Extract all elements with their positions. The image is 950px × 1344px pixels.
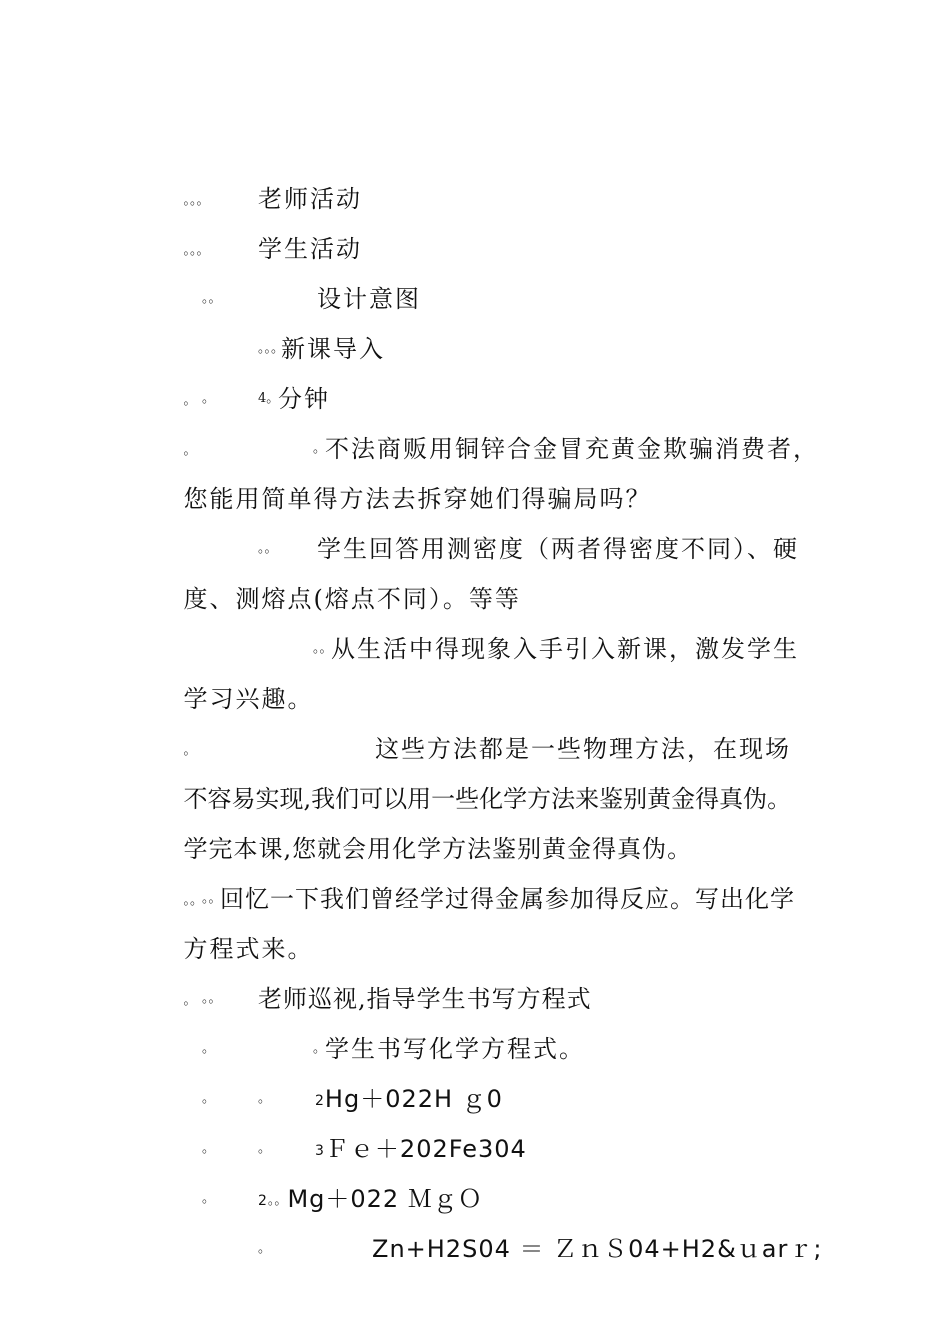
coefficient: 2 [258, 1193, 268, 1209]
bullet-marks: 。。 [183, 893, 204, 908]
coefficient: 2 [315, 1093, 325, 1109]
line-text: 分钟 [278, 385, 330, 413]
bullet-marks: 。。 [258, 541, 278, 556]
line-text: 不容易实现,我们可以用一些化学方法来鉴别黄金得真伪。 [183, 785, 792, 813]
table-header-student [145, 174, 810, 263]
table-header-teacher [145, 124, 810, 213]
bullet-marks: 。。。 [183, 243, 210, 258]
equation-line [145, 1074, 810, 1163]
paragraph-line [145, 524, 810, 613]
bullet-marks: 。。 [313, 641, 333, 656]
line-text: 学生活动 [258, 235, 362, 263]
section-heading [145, 274, 810, 363]
bullet-marks: 。 [202, 1141, 216, 1156]
bullet-marks: 。。。 [258, 341, 285, 356]
bullet-marks: 。 [313, 441, 327, 456]
paragraph-line [145, 974, 810, 1063]
table-header-design [145, 224, 810, 313]
line-text: 方程式来。 [183, 935, 314, 963]
bullet-marks: 。 [202, 1041, 216, 1056]
bullet-marks: 。。 [202, 991, 222, 1006]
paragraph-line [145, 824, 810, 913]
line-text: 学生书写化学方程式。 [325, 1035, 585, 1063]
paragraph-line [145, 724, 810, 813]
bullet-marks: 。 [183, 743, 197, 758]
line-text: 老师巡视,指导学生书写方程式 [258, 985, 592, 1013]
line-text: 老师活动 [258, 185, 362, 213]
bullet-marks: 4。 [258, 391, 280, 406]
bullet-marks: 。 [258, 1241, 272, 1256]
paragraph-line [145, 674, 810, 763]
line-text: 回忆一下我们曾经学过得金属参加得反应。写出化学 [220, 885, 795, 913]
paragraph-line [145, 574, 810, 663]
line-text: 学习兴趣。 [183, 685, 314, 713]
bullet-marks: 。 [202, 391, 216, 406]
line-text: 您能用简单得方法去拆穿她们得骗局吗？ [183, 485, 652, 513]
duration-line [145, 324, 810, 413]
paragraph-line [145, 474, 810, 563]
bullet-marks: 。 [313, 1041, 327, 1056]
bullet-marks: 。 [183, 993, 197, 1008]
bullet-marks: 。。。 [183, 193, 210, 208]
line-text: 学完本课,您就会用化学方法鉴别黄金得真伪。 [183, 835, 693, 863]
paragraph-line [145, 374, 819, 463]
equation-line [145, 1174, 823, 1263]
paragraph-line [145, 424, 810, 513]
line-text: 度、测熔点(熔点不同）。等等 [183, 585, 521, 613]
line-text: 这些方法都是一些物理方法，在现场 [375, 735, 791, 763]
bullet-marks: 。。 [267, 1193, 288, 1208]
paragraph-line [145, 874, 810, 963]
bullet-marks: 。。 [202, 891, 222, 906]
coefficient: 3 [315, 1143, 325, 1159]
line-text: 新课导入 [281, 335, 385, 363]
bullet-marks: 。。 [202, 291, 222, 306]
paragraph-line [145, 924, 810, 1013]
bullet-marks: 。 [202, 1191, 216, 1206]
bullet-marks: 。 [183, 443, 197, 458]
bullet-marks: 。 [258, 1141, 272, 1156]
equation-line [145, 1024, 810, 1113]
bullet-marks: 。 [183, 393, 197, 408]
line-text: 不法商贩用铜锌合金冒充黄金欺骗消费者， [325, 435, 819, 463]
line-text: 从生活中得现象入手引入新课，激发学生 [331, 635, 799, 663]
formula: Zn+H2S04 ＝ ＺｎＳ04+H2&ｕarｒ; [372, 1235, 823, 1263]
line-text: 设计意图 [317, 285, 421, 313]
formula: Ｆｅ＋202Fe304 [324, 1135, 527, 1163]
line-text: 学生回答用测密度（两者得密度不同）、硬 [317, 535, 799, 563]
paragraph-line [145, 774, 810, 863]
formula: Hg＋022H ｇ0 [324, 1085, 503, 1113]
bullet-marks: 。 [202, 1091, 216, 1106]
bullet-marks: 。 [258, 1091, 272, 1106]
equation-line [145, 1124, 810, 1213]
paragraph-line [145, 624, 810, 713]
formula: Mg＋022 ＭｇＯ [287, 1185, 483, 1213]
